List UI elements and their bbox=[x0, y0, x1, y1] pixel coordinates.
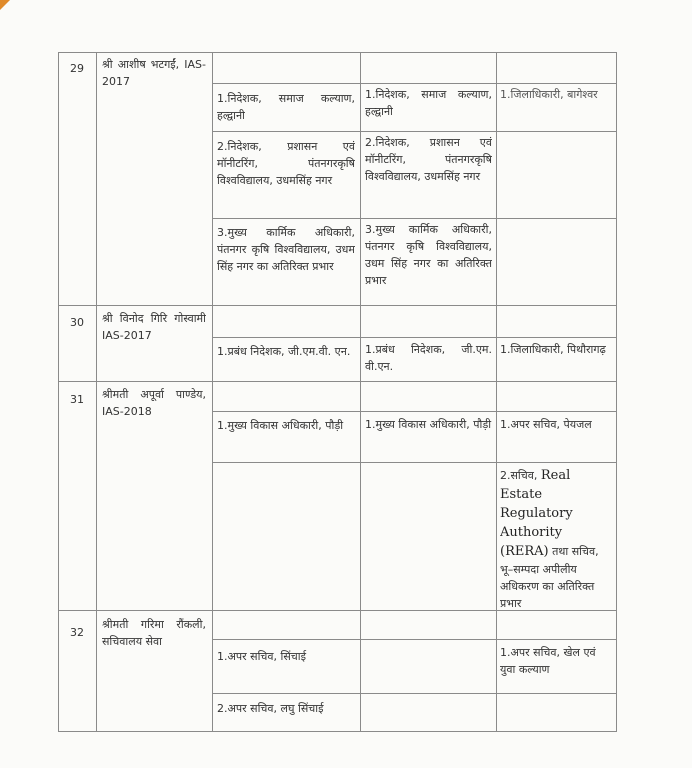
rera-suffix: तथा सचिव, भू–सम्पदा अपीलीय अधिकरण का अतिरिक्त प्रभार bbox=[500, 545, 599, 610]
retained-post: 1.मुख्य विकास अधिकारी, पौड़ी bbox=[365, 418, 492, 431]
table-row-divider bbox=[212, 131, 616, 132]
new-post-rera bbox=[500, 466, 614, 612]
table-row-divider bbox=[212, 693, 616, 694]
table-col-divider bbox=[96, 52, 97, 732]
officer-name: श्री आशीष भटगईं, IAS-2017 bbox=[102, 58, 206, 88]
table-row-divider bbox=[212, 639, 616, 640]
table-col-divider bbox=[212, 52, 213, 732]
table-row-divider bbox=[212, 83, 616, 84]
table-border-top bbox=[58, 52, 616, 53]
table-row-divider bbox=[212, 462, 616, 463]
officer-name: श्रीमती अपूर्वा पाण्डेय, IAS-2018 bbox=[102, 388, 206, 418]
serial-number: 32 bbox=[70, 626, 84, 639]
serial-number: 29 bbox=[70, 62, 84, 75]
current-post: 2.अपर सचिव, लघु सिंचाई bbox=[217, 702, 324, 715]
current-post: 2.निदेशक, प्रशासन एवं मॉनीटरिंग, पंतनगरकृषि विश्वविद्यालय, उधमसिंह नगर bbox=[217, 140, 355, 187]
table-border-right bbox=[616, 52, 617, 732]
retained-post: 3.मुख्य कार्मिक अधिकारी, पंतनगर कृषि विश्वविद्यालय, उधम सिंह नगर का अतिरिक्त प्रभार bbox=[365, 223, 492, 287]
serial-number: 30 bbox=[70, 316, 84, 329]
current-post: 1.मुख्य विकास अधिकारी, पौड़ी bbox=[217, 419, 344, 432]
new-post: 1.जिलाधिकारी, पिथौरागढ़ bbox=[500, 343, 606, 356]
current-post: 1.अपर सचिव, सिंचाई bbox=[217, 650, 307, 663]
rera-prefix: 2.सचिव, bbox=[500, 469, 541, 482]
table-row-divider bbox=[212, 337, 616, 338]
table-row-divider bbox=[212, 218, 616, 219]
new-post: 1.अपर सचिव, खेल एवं युवा कल्याण bbox=[500, 646, 596, 676]
hidden-new-post-source bbox=[0, 0, 1, 1]
table-col-divider bbox=[360, 52, 361, 732]
retained-post: 1.निदेशक, समाज कल्याण, हल्द्वानी bbox=[365, 88, 492, 118]
corner-mark bbox=[0, 0, 10, 10]
new-post: 1.जिलाधिकारी, बागेश्वर bbox=[500, 88, 598, 101]
table-row-divider bbox=[212, 411, 616, 412]
table-row-divider bbox=[58, 381, 616, 382]
rera-english: Real Estate Regulatory Authority (RERA) bbox=[500, 468, 573, 559]
retained-post: 1.प्रबंध निदेशक, जी.एम. वी.एन. bbox=[365, 343, 492, 373]
retained-post: 2.निदेशक, प्रशासन एवं मॉनीटरिंग, पंतनगरकृषि विश्वविद्यालय, उधमसिंह नगर bbox=[365, 136, 492, 183]
serial-number: 31 bbox=[70, 393, 84, 406]
table-row-divider bbox=[58, 305, 616, 306]
table-border-bottom bbox=[58, 731, 616, 732]
officer-name: श्री विनोद गिरि गोस्वामी IAS-2017 bbox=[102, 312, 206, 342]
current-post: 1.निदेशक, समाज कल्याण, हल्द्वानी bbox=[217, 92, 355, 122]
table-col-divider bbox=[496, 52, 497, 732]
current-post: 1.प्रबंध निदेशक, जी.एम.वी. एन. bbox=[217, 345, 351, 358]
new-post: 1.अपर सचिव, पेयजल bbox=[500, 418, 592, 431]
current-post: 3.मुख्य कार्मिक अधिकारी, पंतनगर कृषि विश्वविद्यालय, उधम सिंह नगर का अतिरिक्त प्रभार bbox=[217, 226, 355, 273]
officer-name: श्रीमती गरिमा रौंकली, सचिवालय सेवा bbox=[102, 618, 206, 648]
